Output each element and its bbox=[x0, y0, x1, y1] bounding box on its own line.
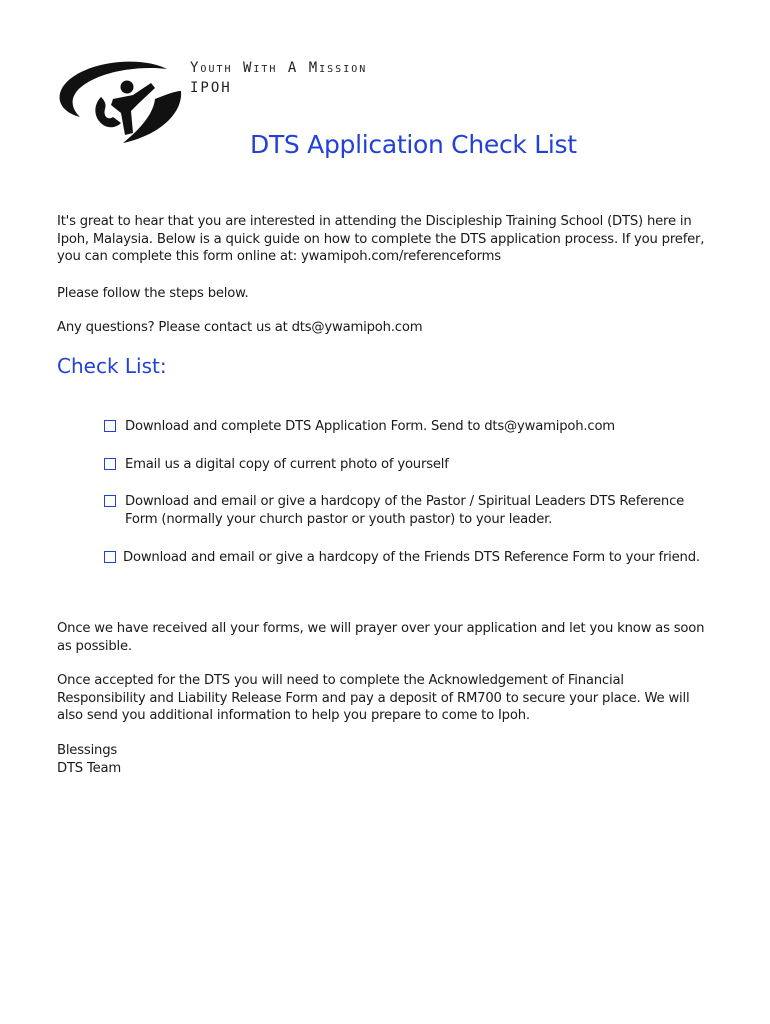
checklist-item bbox=[104, 418, 724, 436]
signoff-team: DTS Team bbox=[57, 761, 122, 776]
checkbox-icon[interactable] bbox=[104, 495, 116, 507]
closing-paragraph-1: Once we have received all your forms, we will prayer over your application and let you know as soon as possible. bbox=[57, 621, 705, 654]
org-name-line2: IPOH bbox=[190, 80, 232, 96]
page-title: DTS Application Check List bbox=[250, 130, 577, 159]
org-name-line1: Youth With A Mission bbox=[190, 60, 368, 76]
signoff-blessings: Blessings bbox=[57, 743, 118, 758]
checkbox-icon[interactable] bbox=[104, 420, 116, 432]
checklist-heading: Check List: bbox=[57, 354, 167, 378]
checkbox-icon[interactable] bbox=[104, 458, 116, 470]
checklist-item-text: Download and email or give a hardcopy of the Pastor / Spiritual Leaders DTS Reference Form (normally your church pastor or youth pastor) to your leader. bbox=[125, 494, 685, 527]
checkbox-icon[interactable] bbox=[104, 551, 116, 563]
instructions-line: Please follow the steps below. bbox=[57, 286, 249, 301]
checklist-item bbox=[104, 493, 694, 528]
checklist-item bbox=[104, 456, 724, 474]
intro-paragraph: It's great to hear that you are interested in attending the Discipleship Training School (DTS) here in Ipoh, Malaysia. Below is a quick guide on how to complete the DTS application process. If you prefer, you can complete this form online at: ywamipoh.com/referenceforms bbox=[57, 214, 705, 265]
checklist-item-text: Download and complete DTS Application Form. Send to dts@ywamipoh.com bbox=[125, 419, 615, 434]
checklist-item bbox=[104, 549, 744, 567]
closing-paragraph-2: Once accepted for the DTS you will need to complete the Acknowledgement of Financial Responsibility and Liability Release Form and pay a deposit of RM700 to secure your place. We will also send you additional information to help you prepare to come to Ipoh. bbox=[57, 673, 690, 724]
contact-line: Any questions? Please contact us at dts@ywamipoh.com bbox=[57, 320, 423, 335]
ywam-logo-icon bbox=[55, 55, 185, 150]
checklist-item-text: Email us a digital copy of current photo of yourself bbox=[125, 457, 449, 472]
checklist-item-text: Download and email or give a hardcopy of the Friends DTS Reference Form to your friend. bbox=[123, 550, 700, 565]
organization-name bbox=[190, 58, 367, 98]
